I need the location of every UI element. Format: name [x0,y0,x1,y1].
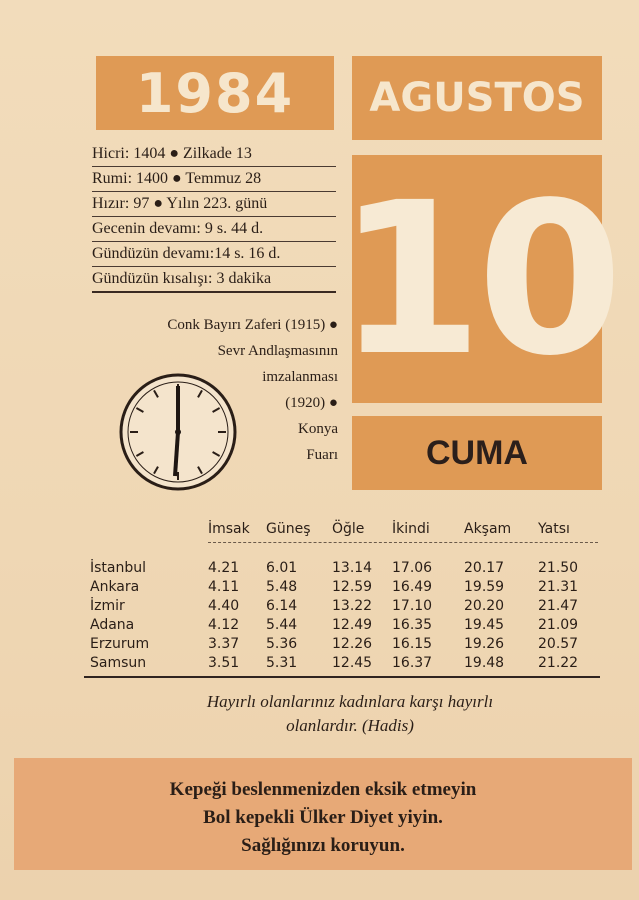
prayer-times-header [90,518,598,540]
time-cell: 21.50 [538,560,579,576]
table-row [90,559,598,578]
column-header: Güneş [266,521,311,537]
city-name: Erzurum [90,636,150,652]
event-line: imzalanması [262,369,338,385]
month-block: AGUSTOS [352,56,602,140]
time-cell: 12.49 [332,617,373,633]
table-row [90,616,598,635]
column-header: Yatsı [538,521,570,537]
time-cell: 16.35 [392,617,433,633]
event-line: (1920) ● [285,395,338,411]
calendar-info-list [92,142,336,293]
hadith-quote [100,690,600,738]
column-header: Öğle [332,521,365,537]
time-cell: 21.47 [538,598,579,614]
prayer-times-table [90,518,598,673]
time-cell: 16.37 [392,655,433,671]
time-cell: 4.21 [208,560,240,576]
time-cell: 3.51 [208,655,240,671]
ad-line: Sağlığınızı koruyun. [241,835,405,856]
time-cell: 13.14 [332,560,373,576]
day-number-block: 10 [336,156,618,402]
time-cell: 3.37 [208,636,240,652]
time-cell: 21.31 [538,579,579,595]
time-cell: 21.09 [538,617,579,633]
table-row [90,597,598,616]
time-cell: 17.06 [392,560,433,576]
event-line: Conk Bayırı Zaferi (1915) ● [167,317,338,333]
advertisement-text [14,776,632,860]
ad-line: Bol kepekli Ülker Diyet yiyin. [203,807,443,828]
time-cell: 19.45 [464,617,505,633]
event-line: Fuarı [306,447,338,463]
city-name: İstanbul [90,560,147,576]
year-block: 1984 [96,56,334,130]
time-cell: 5.36 [266,636,298,652]
weekday-block: CUMA [352,416,602,490]
time-cell: 19.59 [464,579,505,595]
time-cell: 21.22 [538,655,579,671]
table-row [90,635,598,654]
time-cell: 20.57 [538,636,579,652]
info-row-night-length: Gecenin devamı: 9 s. 44 d. [92,217,336,242]
time-cell: 6.01 [266,560,298,576]
time-cell: 20.20 [464,598,505,614]
time-cell: 4.40 [208,598,240,614]
table-row [90,654,598,673]
city-name: İzmir [90,598,125,614]
time-cell: 4.11 [208,579,240,595]
city-name: Ankara [90,579,140,595]
info-row-hicri: Hicri: 1404 ● Zilkade 13 [92,142,336,167]
info-row-day-shortening: Gündüzün kısalışı: 3 dakika [92,267,336,293]
ad-line: Kepeği beslenmenizden eksik etmeyin [169,779,477,800]
time-cell: 5.44 [266,617,298,633]
column-header: İmsak [208,521,250,537]
hadith-line: olanlardır. (Hadis) [286,716,414,735]
city-name: Samsun [90,655,147,671]
event-line: Konya [298,421,338,437]
column-header: Akşam [464,521,512,537]
time-cell: 12.26 [332,636,373,652]
time-cell: 19.26 [464,636,505,652]
time-cell: 16.15 [392,636,433,652]
column-header: İkindi [392,521,430,537]
time-cell: 5.31 [266,655,298,671]
time-cell: 6.14 [266,598,298,614]
time-cell: 19.48 [464,655,505,671]
time-cell: 13.22 [332,598,373,614]
time-cell: 16.49 [392,579,433,595]
info-row-hizir: Hızır: 97 ● Yılın 223. günü [92,192,336,217]
time-cell: 12.59 [332,579,373,595]
section-divider [84,676,600,678]
info-row-rumi: Rumi: 1400 ● Temmuz 28 [92,167,336,192]
table-row [90,578,598,597]
time-cell: 12.45 [332,655,373,671]
info-row-day-length: Gündüzün devamı:14 s. 16 d. [92,242,336,267]
event-line: Sevr Andlaşmasının [217,343,338,359]
clock-icon [118,372,238,492]
time-cell: 20.17 [464,560,505,576]
hadith-line: Hayırlı olanlarınız kadınlara karşı hayırlı [206,692,494,711]
time-cell: 4.12 [208,617,240,633]
city-name: Adana [90,617,135,633]
time-cell: 5.48 [266,579,298,595]
header-divider [208,542,598,543]
time-cell: 17.10 [392,598,433,614]
